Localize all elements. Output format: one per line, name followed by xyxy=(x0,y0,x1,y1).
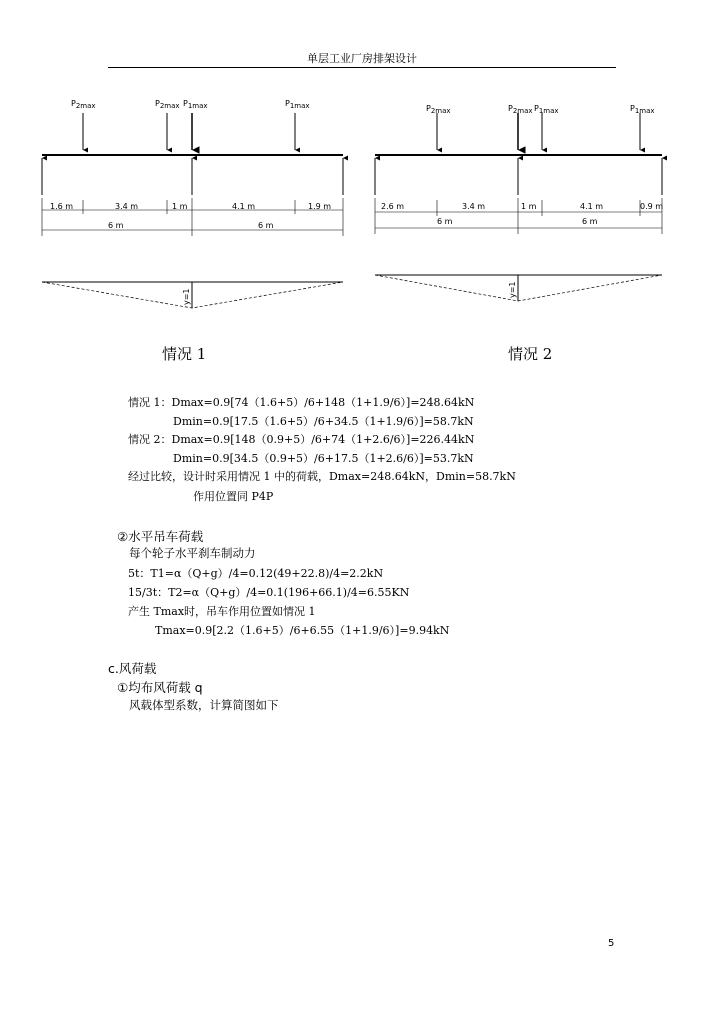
calc-line-6: 作用位置同 P4P xyxy=(193,490,274,503)
horizontal-line-1: 每个轮子水平刹车制动力 xyxy=(129,546,256,560)
case2-dim-3: 1 m xyxy=(521,202,537,211)
case1-dim-4: 4.1 m xyxy=(232,202,256,211)
case1-p2max-label-a: P2max xyxy=(71,99,96,110)
horizontal-line-4: 产生 Tmax时，吊车作用位置如情况 1 xyxy=(128,605,316,618)
case1-influence-line xyxy=(42,282,343,308)
case2-dim-4: 4.1 m xyxy=(580,202,604,211)
case2-caption: 情况 2 xyxy=(508,345,553,363)
case2-ordinate-label: y=1 xyxy=(508,281,517,298)
case1-p1max-label-a: P1max xyxy=(183,99,208,110)
case1-dim-1: 1.6 m xyxy=(50,202,74,211)
case2-p1max-label-b: P1max xyxy=(630,104,655,115)
page-header: 单层工业厂房排架设计 xyxy=(307,52,417,65)
case2-influence-line xyxy=(375,275,662,301)
case1-span-2: 6 m xyxy=(258,221,274,230)
case1-ordinate-label: y=1 xyxy=(182,288,191,305)
case2-p2max-label-a: P2max xyxy=(426,104,451,115)
wind-heading: c.风荷载 xyxy=(108,661,157,676)
horizontal-heading: ②水平吊车荷载 xyxy=(117,529,204,544)
horizontal-line-3: 15/3t：T2=α（Q+g）/4=0.1(196+66.1)/4=6.55KN xyxy=(128,586,410,599)
case1-p2max-label-b: P2max xyxy=(155,99,180,110)
case2-dim-5: 0.9 m xyxy=(640,202,664,211)
wind-line-2: 风载体型系数，计算简图如下 xyxy=(129,698,279,712)
page-number: 5 xyxy=(608,938,615,949)
horizontal-line-5: Tmax=0.9[2.2（1.6+5）/6+6.55（1+1.9/6）]=9.94kN xyxy=(155,624,450,637)
case1-p1max-label-b: P1max xyxy=(285,99,310,110)
horizontal-line-2: 5t：T1=α（Q+g）/4=0.12(49+22.8)/4=2.2kN xyxy=(128,567,384,580)
wind-line-1: ①均布风荷载 q xyxy=(117,680,203,695)
case2-dim-1: 2.6 m xyxy=(381,202,405,211)
calc-line-1: 情况 1：Dmax=0.9[74（1.6+5）/6+148（1+1.9/6）]=248.64kN xyxy=(128,396,475,409)
case2-beam xyxy=(375,113,662,234)
calc-line-4: Dmin=0.9[34.5（0.9+5）/6+17.5（1+2.6/6）]=53.7kN xyxy=(173,452,474,465)
case1-caption: 情况 1 xyxy=(162,345,207,363)
case1-dim-2: 3.4 m xyxy=(115,202,139,211)
case2-dim-2: 3.4 m xyxy=(462,202,486,211)
case2-p1max-label-a: P1max xyxy=(534,104,559,115)
case1-dim-5: 1.9 m xyxy=(308,202,332,211)
case2-span-1: 6 m xyxy=(437,217,453,226)
case2-p2max-label-b: P2max xyxy=(508,104,533,115)
calc-line-5: 经过比较，设计时采用情况 1 中的荷载，Dmax=248.64kN，Dmin=58.7kN xyxy=(128,470,516,483)
calc-line-2: Dmin=0.9[17.5（1.6+5）/6+34.5（1+1.9/6）]=58.7kN xyxy=(173,415,474,428)
influence-line-figure xyxy=(0,0,724,340)
calc-line-3: 情况 2：Dmax=0.9[148（0.9+5）/6+74（1+2.6/6）]=226.44kN xyxy=(128,433,475,446)
case1-span-1: 6 m xyxy=(108,221,124,230)
case2-span-2: 6 m xyxy=(582,217,598,226)
case1-dim-3: 1 m xyxy=(172,202,188,211)
case1-beam xyxy=(42,113,343,236)
